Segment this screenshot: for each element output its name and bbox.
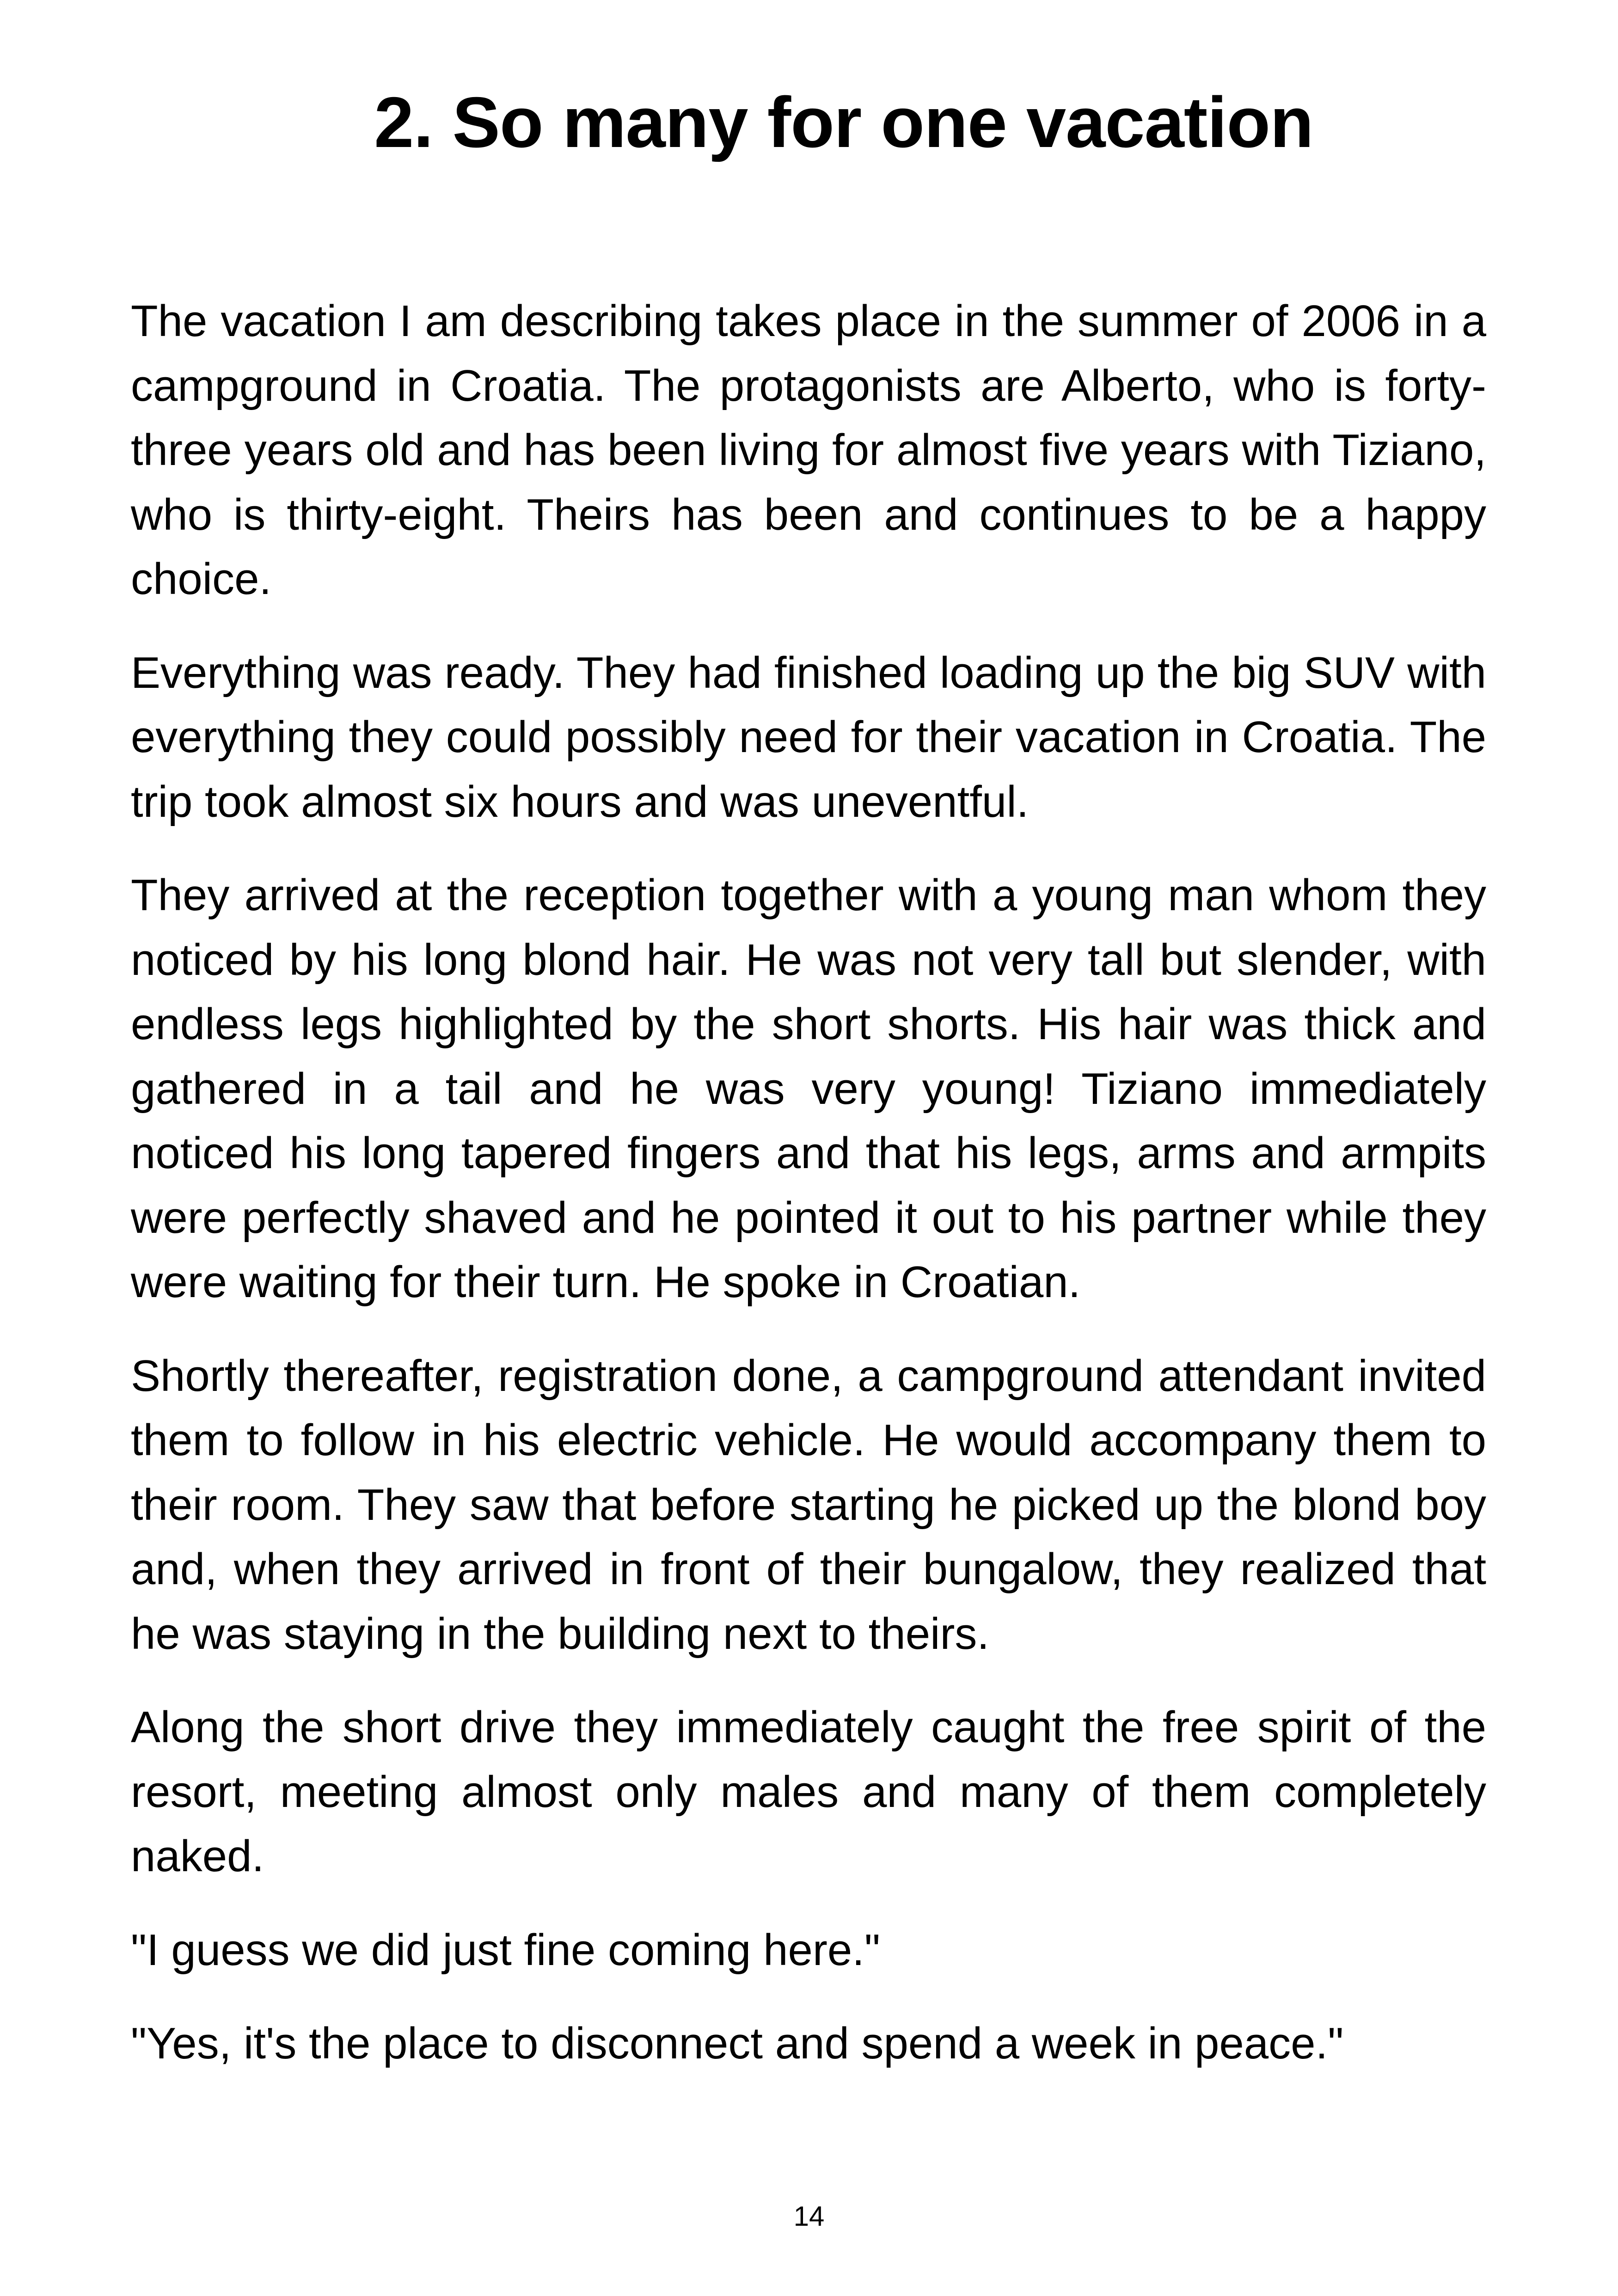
chapter-title: 2. So many for one vacation bbox=[374, 82, 1313, 162]
page-number: 14 bbox=[793, 2201, 825, 2232]
paragraph: They arrived at the reception together with a young man whom they noticed by his long blond hair. He was not very tall but slender, with endless legs highlighted by the short shorts. His hair was thick and gathered in a tail and he was very young! Tiziano immediately noticed his long tapered fingers and that his legs, arms and armpits were perfectly shaved and he pointed it out to his partner while they were waiting for their turn. He spoke in Croatian. bbox=[131, 870, 1486, 1307]
chapter-body bbox=[131, 289, 1486, 2105]
paragraph: Shortly thereafter, registration done, a campground attendant invited them to follow in his electric vehicle. He would accompany them to their room. They saw that before starting he picked up the blond boy and, when they arrived in front of their bungalow, they realized that he was staying in the building next to theirs. bbox=[131, 1351, 1486, 1659]
dialogue-line: "Yes, it's the place to disconnect and spend a week in peace." bbox=[131, 2019, 1344, 2068]
paragraph: The vacation I am describing takes place in the summer of 2006 in a campground in Croatia. The protagonists are Alberto, who is forty-three years old and has been living for almost five years with Tiziano, who is thirty-eight. Theirs has been and continues to be a happy choice. bbox=[131, 296, 1486, 604]
dialogue-line: "I guess we did just fine coming here." bbox=[131, 1925, 880, 1975]
paragraph: Everything was ready. They had finished loading up the big SUV with everything they could possibly need for their vacation in Croatia. The trip took almost six hours and was uneventful. bbox=[131, 648, 1486, 827]
paragraph: Along the short drive they immediately caught the free spirit of the resort, meeting almost only males and many of them completely naked. bbox=[131, 1702, 1486, 1881]
